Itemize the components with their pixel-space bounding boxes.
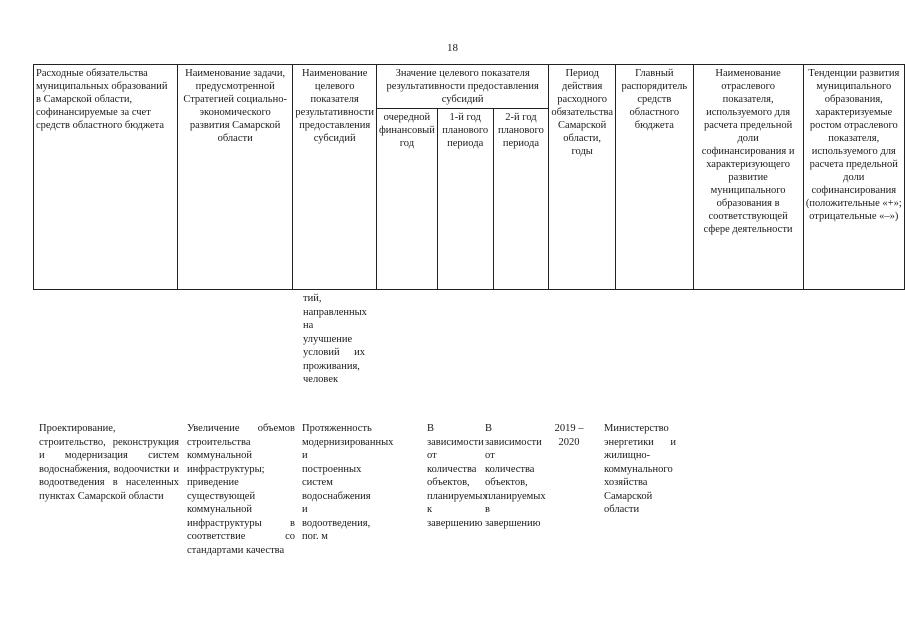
header-table (33, 64, 905, 290)
page-number: 18 (447, 42, 458, 54)
row-plan-year-2: В зависимости от количества объектов, планируемых в завершению (485, 423, 546, 529)
header-trend: Тенденции развития муниципального образования, характеризуемые ростом отраслевого показателя, используемого для расчета предельной доли софинансирования (положительные «+»; отрицательные «–») (803, 65, 904, 290)
row-task: Увеличение объемов строительства коммунальной инфраструктуры; приведение существующей коммунальной инфраструктуры в соответствие со стандартами качества (187, 423, 295, 556)
header-indicator: Наименование целевого показателя результативности предоставления субсидий (293, 65, 377, 290)
indicator-continuation: тий, направленных на улучшение условий их проживания, человек (303, 293, 367, 385)
row-indicator: Протяженность модернизированных и построенных систем водоснабжения и водоотведения, пог. м (302, 423, 394, 542)
row-administrator: Министерство энергетики и жилищно-коммунального хозяйства Самарской области (604, 423, 676, 515)
header-sector-indicator: Наименование отраслевого показателя, используемого для расчета предельной доли софинансирования и характеризующего развитие муниципального образования в соответствующей сфере деятельности (693, 65, 803, 290)
row-plan-year-1: В зависимости от количества объектов, планируемых к завершению (427, 423, 488, 529)
header-spending: Расходные обязательства муниципальных образований в Самарской области, софинансируемые за счет средств областного бюджета (34, 65, 178, 290)
header-task: Наименование задачи, предусмотренной Стратегией социально-экономического развития Самарской области (177, 65, 292, 290)
header-plan-year-1: 1-й год планового периода (437, 109, 493, 290)
header-period: Период действия расходного обязательства Самарской области, годы (549, 65, 616, 290)
header-next-year: очередной финансовый год (376, 109, 437, 290)
row-period: 2019 – 2020 (554, 423, 584, 448)
header-administrator: Главный распорядитель средств областного бюджета (616, 65, 694, 290)
header-target-values: Значение целевого показателя результативности предоставления субсидий (376, 65, 548, 109)
header-plan-year-2: 2-й год планового периода (493, 109, 549, 290)
row-spending: Проектирование, строительство, реконструкция и модернизация систем водоснабжения, водоочистки и водоотведения в населенных пунктах Самарской области (39, 423, 179, 502)
